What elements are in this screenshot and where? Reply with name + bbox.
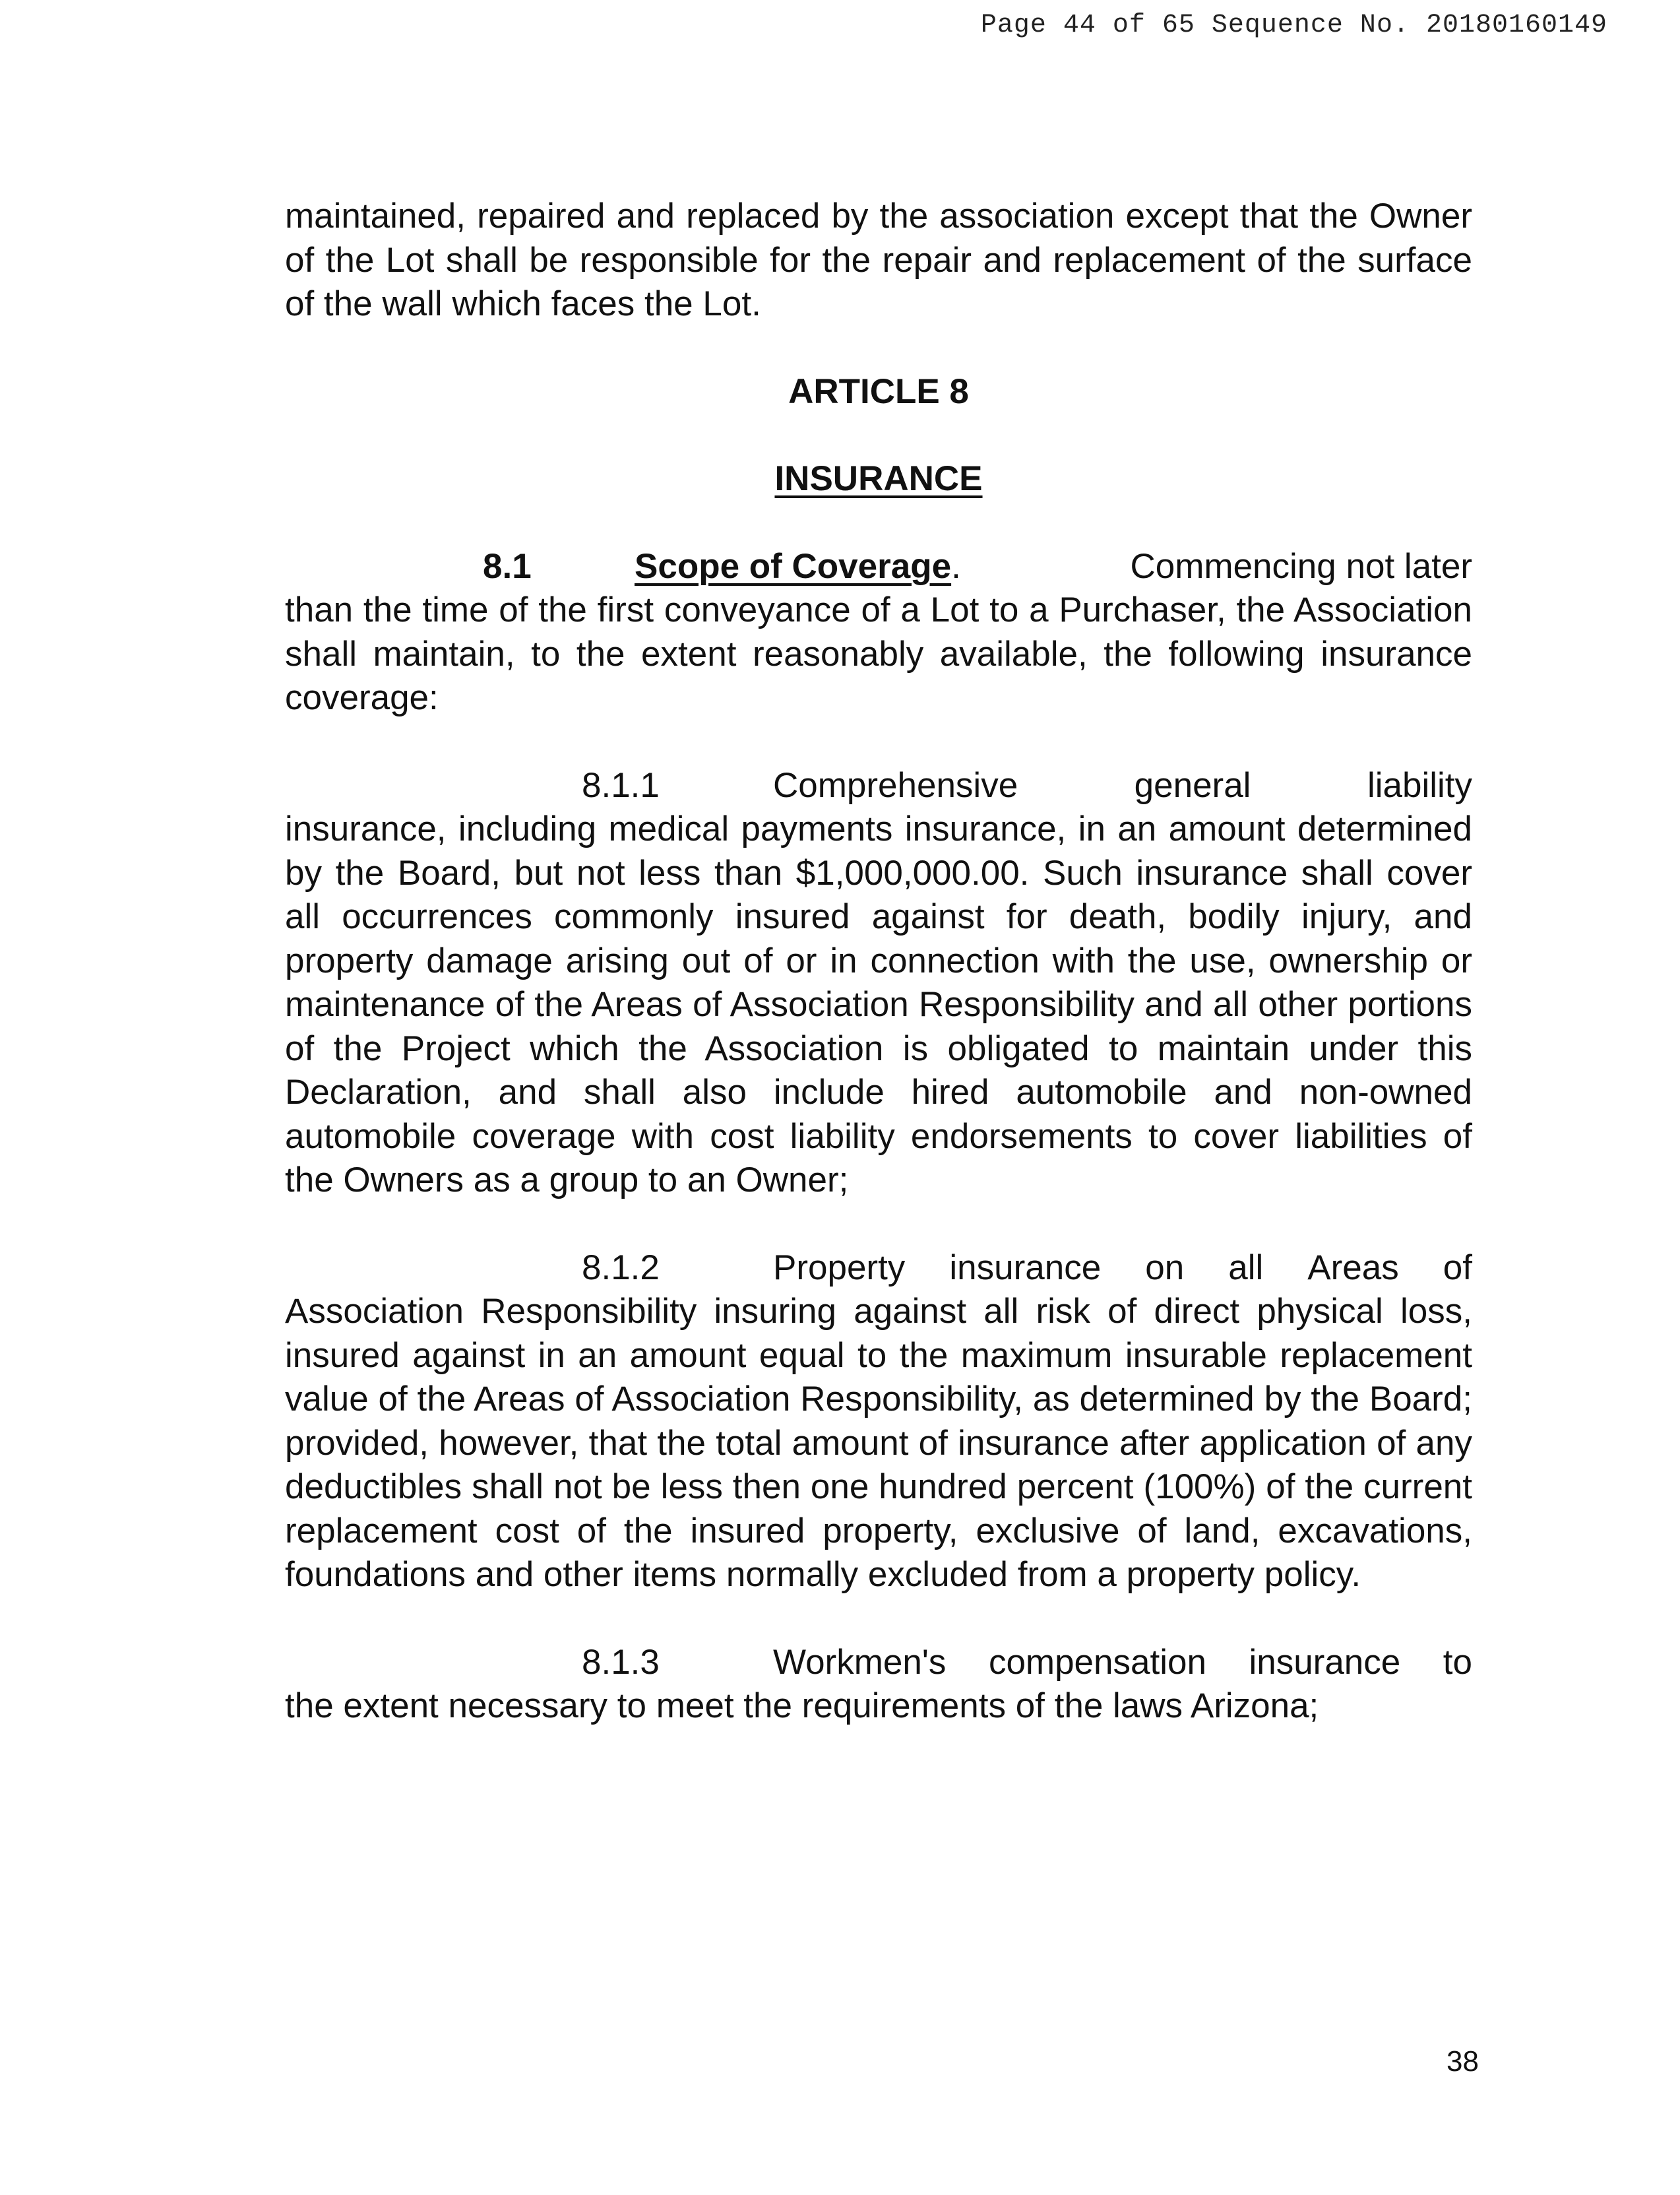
word: Property (773, 1248, 906, 1287)
section-8-1 (285, 545, 1472, 720)
section-heading-group (635, 545, 1472, 589)
word: all (1228, 1248, 1264, 1287)
intro-paragraph: maintained, repaired and replaced by the association except that the Owner of the Lot shall be responsible for the repair and replacement of the surface of the wall which faces the Lot. (285, 197, 1472, 323)
section-heading-punct: . (951, 546, 961, 586)
page-sequence-stamp: Page 44 of 65 Sequence No. 20180160149 (980, 11, 1607, 40)
word: Comprehensive (773, 765, 1018, 805)
word: of (1443, 1248, 1472, 1287)
subsection-8-1-1-first-line (285, 764, 1472, 808)
section-heading-wrap (635, 545, 961, 589)
first-line-words (773, 1641, 1472, 1685)
word: general (1134, 765, 1251, 805)
section-8-1-body: than the time of the first conveyance of a Lot to a Purchaser, the Association shall maintain, to the extent reasonably available, the following insurance coverage: (285, 590, 1472, 717)
subsection-8-1-3 (285, 1641, 1472, 1729)
subsection-number: 8.1.3 (582, 1642, 660, 1682)
subsection-8-1-3-first-line (285, 1641, 1472, 1685)
page-number: 38 (1447, 2045, 1479, 2078)
article-number: ARTICLE 8 (788, 371, 969, 411)
section-first-line-rest: Commencing not later (1130, 546, 1472, 586)
section-number: 8.1 (483, 546, 532, 586)
subsection-8-1-3-body: the extent necessary to meet the requirements of the laws Arizona; (285, 1686, 1319, 1725)
subsection-8-1-1-body: insurance, including medical payments insurance, in an amount determined by the Board, but not less than $1,000,000.00. Such insurance shall cover all occurrences commonly insured against for death, bodily injury, and property damage arising out of or in connection with the use, ownership or maintenance of the Areas of Association Responsibility and all other portions of the Project which the Association is obligated to maintain under this Declaration, and shall also include hired automobile and non-owned automobile coverage with cost liability endorsements to cover liabilities of the Owners as a group to an Owner; (285, 810, 1472, 1199)
section-heading: Scope of Coverage (635, 546, 952, 586)
word: Areas (1307, 1248, 1399, 1287)
first-line-words (773, 1246, 1472, 1290)
subsection-number: 8.1.2 (582, 1248, 660, 1287)
subsection-8-1-2 (285, 1246, 1472, 1597)
word: on (1145, 1248, 1185, 1287)
article-title-text: INSURANCE (774, 459, 983, 498)
subsection-number: 8.1.1 (582, 765, 660, 805)
word: liability (1367, 765, 1472, 805)
document-body (285, 195, 1472, 1729)
subsection-8-1-2-first-line (285, 1246, 1472, 1290)
word: compensation (988, 1642, 1206, 1682)
section-8-1-first-line (285, 545, 1472, 589)
first-line-words (773, 764, 1472, 808)
subsection-8-1-2-body: Association Responsibility insuring against all risk of direct physical loss, insured against in an amount equal to the maximum insurable replacement value of the Areas of Association Responsibility, as determined by the Board; provided, however, that the total amount of insurance after application of any deductibles shall not be less then one hundred percent (100%) of the current replacement cost of the insured property, exclusive of land, excavations, foundations and other items normally excluded from a property policy. (285, 1292, 1472, 1594)
article-title (285, 457, 1472, 501)
subsection-8-1-1 (285, 764, 1472, 1203)
word: insurance (949, 1248, 1102, 1287)
word: Workmen's (773, 1642, 947, 1682)
word: to (1443, 1642, 1472, 1682)
word: insurance (1249, 1642, 1401, 1682)
